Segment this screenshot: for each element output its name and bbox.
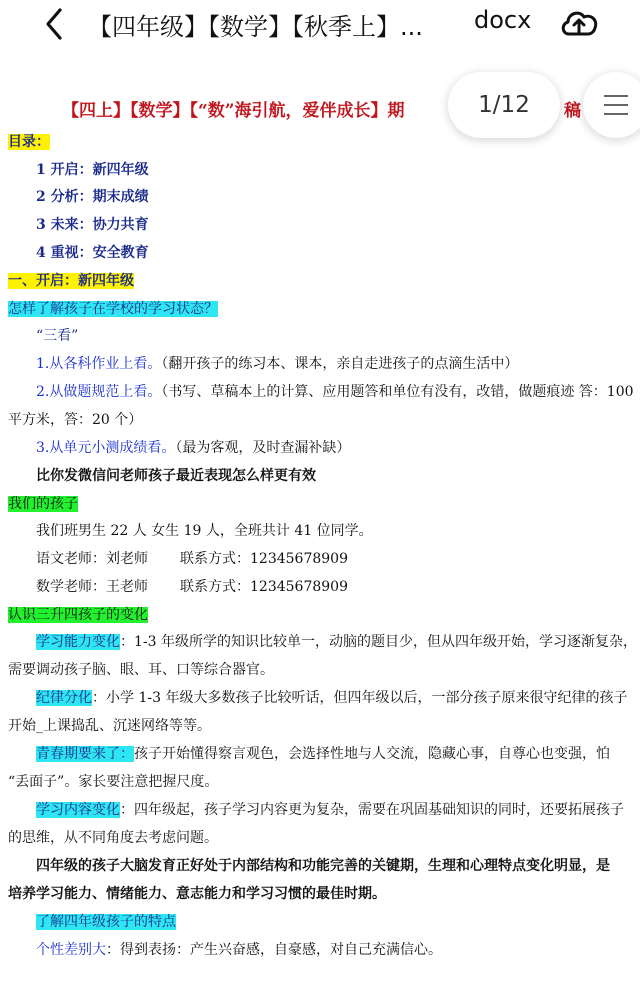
document-title: 【四年级】【数学】【秋季上】... <box>88 13 423 41</box>
heading-text: 【四上】【数学】【“数”海引航，爱伴成长】期 <box>62 101 405 121</box>
look-item-1: 1.从各科作业上看。（翻开孩子的练习本、课本，亲自走进孩子的点滴生活中） <box>36 356 519 372</box>
chinese-contact: 联系方式：12345678909 <box>180 551 348 567</box>
change-item-4: 学习内容变化：四年级起，孩子学习内容更为复杂，需要在巩固基础知识的同时，还要拓展孩子 <box>36 802 624 818</box>
our-kids-title: 我们的孩子 <box>8 496 78 512</box>
wechat-tip: 比你发微信问老师孩子最近表现怎么样更有效 <box>36 468 316 484</box>
three-look: “三看” <box>36 328 79 344</box>
changes-title: 认识三升四孩子的变化 <box>8 607 148 623</box>
change-item-2: 纪律分化：小学 1-3 年级大多数孩子比较听话，但四年级以后，一部分孩子原来很守纪律的孩子 <box>36 690 628 706</box>
look-item-3: 3.从单元小测成绩看。（最为客观，及时查漏补缺） <box>36 440 351 456</box>
toc-title: 目录： <box>8 134 50 150</box>
key-period: 四年级的孩子大脑发育正好处于内部结构和功能完善的关键期，生理和心理特点变化明显，是 <box>36 858 610 874</box>
chinese-teacher: 语文老师：刘老师 <box>36 551 148 567</box>
change-item-4-cont: 的思维，从不同角度去考虑问题。 <box>8 830 218 846</box>
change-item-1: 学习能力变化：1-3 年级所学的知识比较单一，动脑的题目少，但从四年级开始，学习逐渐复杂， <box>36 634 637 650</box>
change-item-2-cont: 开始_上课捣乱、沉迷网络等等。 <box>8 718 211 734</box>
class-info: 我们班男生 22 人 女生 19 人，全班共计 41 位同学。 <box>36 523 373 539</box>
change-item-1-cont: 需要调动孩子脑、眼、耳、口等综合器官。 <box>8 662 274 678</box>
change-item-3: 青春期要来了：孩子开始懂得察言观色，会选择性地与人交流，隐藏心事，自尊心也变强，怕 <box>36 746 610 762</box>
section-title: 一、开启：新四年级 <box>8 273 134 289</box>
key-period-cont: 培养学习能力、情绪能力、意志能力和学习习惯的最佳时期。 <box>8 886 386 902</box>
chevron-left-icon <box>38 6 74 42</box>
toc-item[interactable]: 1 开启：新四年级 <box>36 162 149 178</box>
math-contact: 联系方式：12345678909 <box>180 579 348 595</box>
question-line: 怎样了解孩子在学校的学习状态？ <box>8 301 218 317</box>
heading-tail: 稿 <box>564 101 581 121</box>
math-teacher: 数学老师：王老师 <box>36 579 148 595</box>
menu-button[interactable] <box>583 72 640 138</box>
toc-item[interactable]: 2 分析：期末成绩 <box>36 189 149 205</box>
cloud-upload-button[interactable] <box>558 4 600 42</box>
trait-item-1: 个性差别大：得到表扬：产生兴奋感，自豪感，对自己充满信心。 <box>36 942 442 958</box>
page-indicator[interactable]: 1/12 <box>448 72 560 138</box>
top-bar <box>0 0 640 50</box>
toc-item[interactable]: 4 重视：安全教育 <box>36 245 149 261</box>
toc-item[interactable]: 3 未来：协力共育 <box>36 217 149 233</box>
look-item-2: 2.从做题规范上看。（书写、草稿本上的计算、应用题答和单位有没有，改错，做题痕迹 答：100 <box>36 384 634 400</box>
cloud-upload-icon <box>558 4 600 42</box>
change-item-3-cont: “丢面子”。家长要注意把握尺度。 <box>8 774 219 790</box>
file-extension: docx <box>474 6 532 34</box>
look-item-2-cont: 平方米，答：20 个） <box>8 412 143 428</box>
back-button[interactable] <box>38 6 74 42</box>
traits-title: 了解四年级孩子的特点 <box>36 914 176 930</box>
